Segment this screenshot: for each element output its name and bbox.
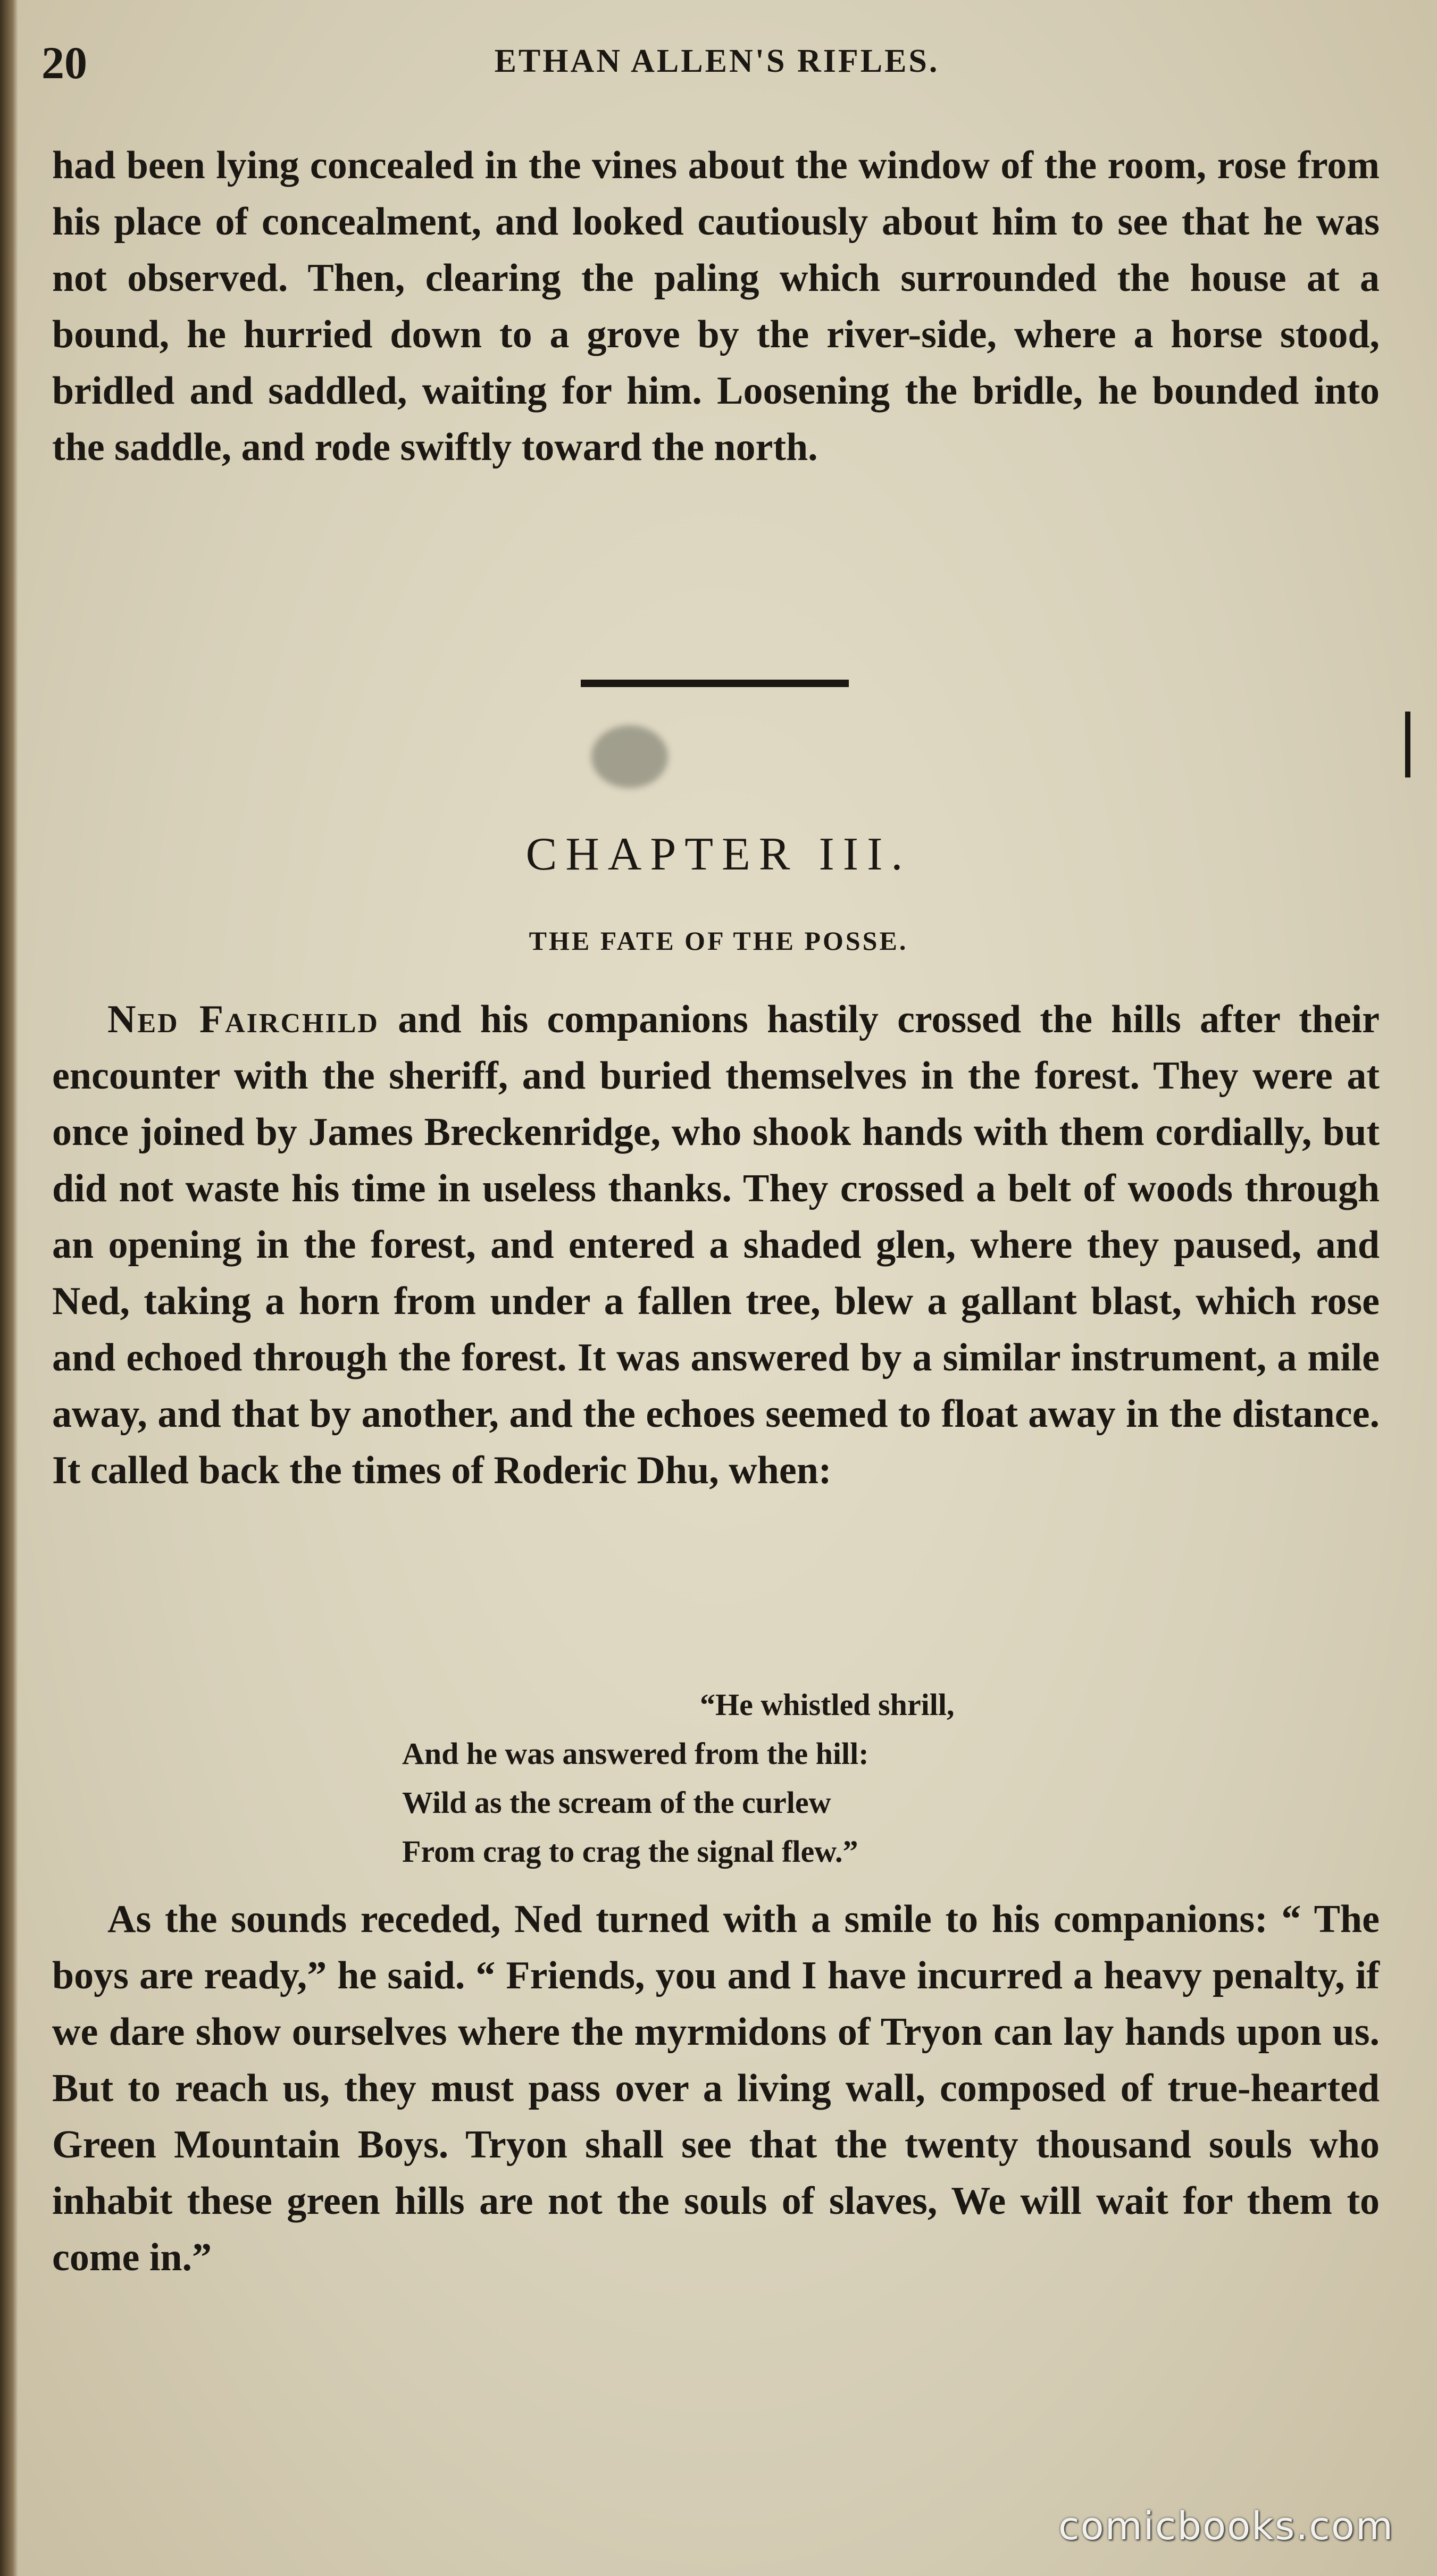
verse-line-3: Wild as the scream of the curlew: [402, 1785, 831, 1820]
paper-stain: [591, 725, 668, 788]
paragraph-chapter-opening: [52, 991, 1380, 1499]
paragraph-2: [52, 991, 1380, 1499]
section-divider-rule: [581, 680, 849, 687]
verse-quotation: [402, 1680, 1147, 1876]
paragraph-1-text: had been lying concealed in the vines about the window of the room, rose from his place of concealment, and looked cautiously about him to see that he was not observed. Then, clearing the paling which surrounded the house at a bound, he hurried down to a grove by the river-side, where a horse stood, bridled and saddled, waiting for him. Loosening the bridle, he bounded into the saddle, and rode swiftly toward the north.: [52, 144, 1380, 469]
page-number: 20: [41, 37, 87, 88]
chapter-title: CHAPTER III.: [525, 829, 912, 880]
chapter-subtitle: THE FATE OF THE POSSE.: [529, 926, 908, 956]
running-head: ETHAN ALLEN'S RIFLES.: [494, 43, 940, 79]
verse-line-1: “He whistled shrill,: [700, 1687, 955, 1722]
paragraph-2-lead-words: Ned Fairchild: [107, 998, 379, 1041]
verse-line-4: From crag to crag the signal flew.”: [402, 1834, 858, 1869]
verse-line-2: And he was answered from the hill:: [402, 1736, 869, 1771]
margin-mark: [1405, 712, 1410, 777]
paragraph-3-text: As the sounds receded, Ned turned with a smile to his companions: “ The boys are ready,” he said. “ Friends, you and I have incurred a heavy penalty, if we dare show ourselves where the myrmidons of Tryon can lay hands upon us. But to reach us, they must pass over a living wall, composed of true-hearted Green Mountain Boys. Tryon shall see that the twenty thousand souls who inhabit these green hills are not the souls of slaves, We will wait for them to come in.”: [52, 1897, 1380, 2279]
page-edge-shadow: [0, 0, 18, 2576]
watermark: comicbooks.com: [1058, 2504, 1394, 2548]
page-header: [41, 33, 1392, 91]
paragraph-dialogue: [52, 1891, 1380, 2286]
paragraph-continued: [52, 137, 1380, 475]
paragraph-2-text: and his companions hastily crossed the hills after their encounter with the sheriff, and buried themselves in the forest. They were at once joined by James Breckenridge, who shook hands with them cordially, but did not waste his time in useless thanks. They crossed a belt of woods through an opening in the forest, and entered a shaded glen, where they paused, and Ned, taking a horn from under a fallen tree, blew a gallant blast, which rose and echoed through the forest. It was answered by a similar instrument, a mile away, and that by another, and the echoes seemed to float away in the distance. It called back the times of Roderic Dhu, when:: [52, 998, 1380, 1492]
